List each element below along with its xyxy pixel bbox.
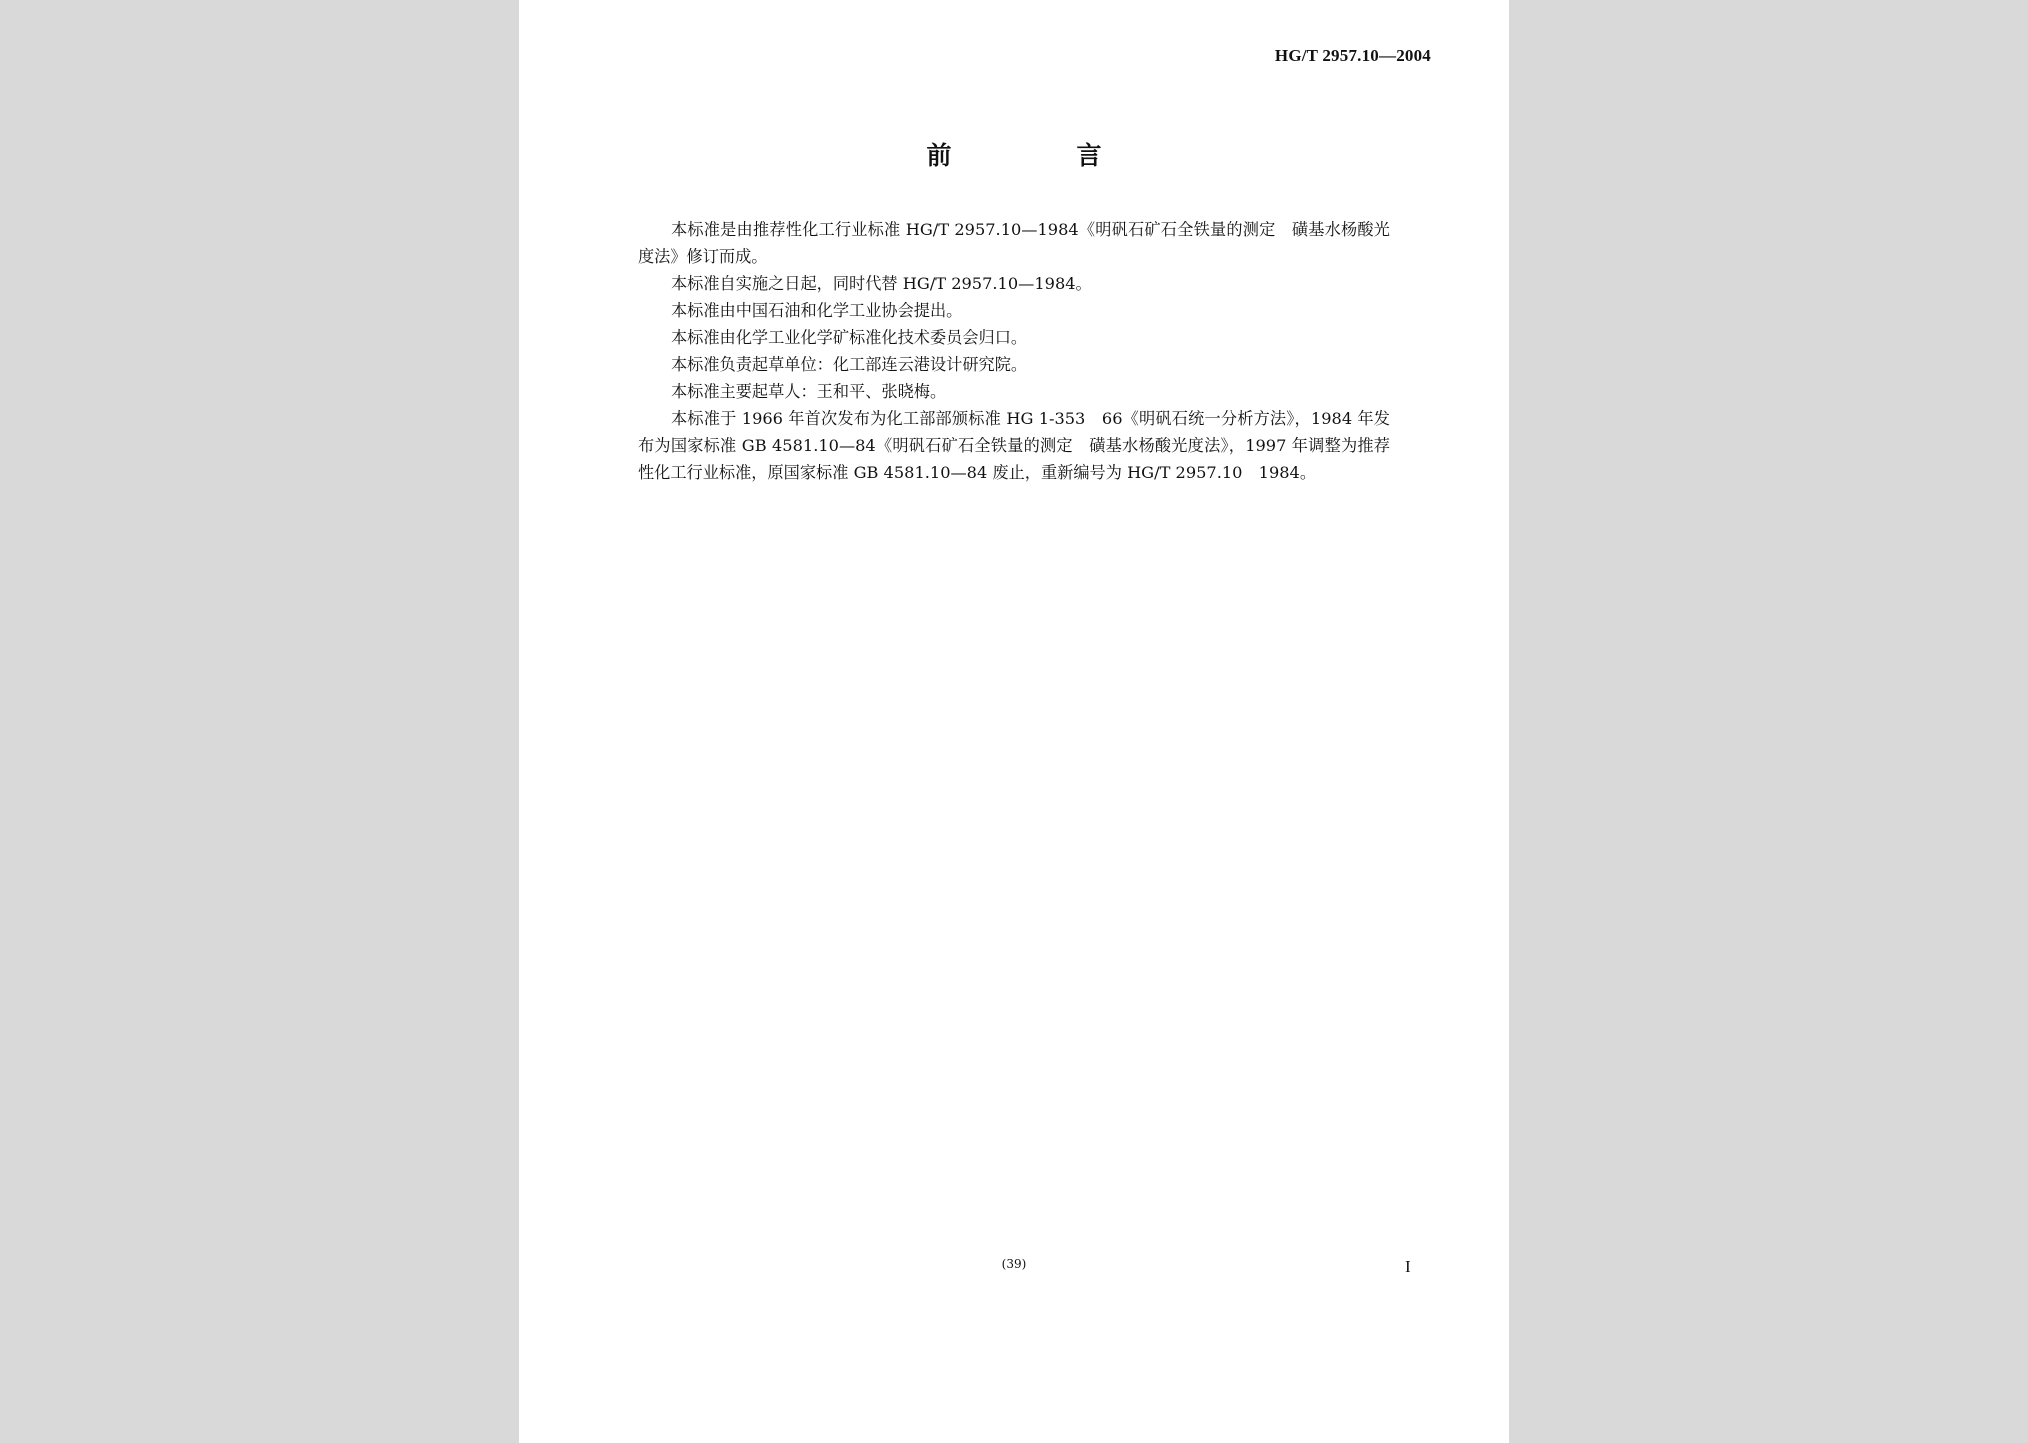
page-title: 前 言 xyxy=(926,141,1152,170)
page-number-center: (39) xyxy=(1001,1257,1027,1271)
paragraph-proposer: 本标准由中国石油和化学工业协会提出。 xyxy=(671,301,963,320)
paragraph-committee: 本标准由化学工业化学矿标准化技术委员会归口。 xyxy=(671,328,1028,347)
paragraph-drafting-unit: 本标准负责起草单位：化工部连云港设计研究院。 xyxy=(671,355,1028,374)
document-page xyxy=(519,0,1509,1443)
foreword-body xyxy=(638,216,1390,486)
paragraph-history: 本标准于 1966 年首次发布为化工部部颁标准 HG 1-353 66《明矾石统一分析方法》，1984 年发布为国家标准 GB 4581.10—84《明矾石矿石全铁量的测定 磺基水杨酸光度法》，1997 年调整为推荐性化工行业标准，原国家标准 GB 4581.10—84 废止，重新编号为 HG/T 2957.10 1984。 xyxy=(638,409,1390,482)
paragraph-revision-source: 本标准是由推荐性化工行业标准 HG/T 2957.10—1984《明矾石矿石全铁量的测定 磺基水杨酸光度法》修订而成。 xyxy=(638,220,1390,266)
page-number-roman: I xyxy=(1405,1257,1411,1276)
standard-number: HG/T 2957.10—2004 xyxy=(1274,46,1431,65)
paragraph-drafters: 本标准主要起草人：王和平、张晓梅。 xyxy=(671,382,947,401)
paragraph-replacement: 本标准自实施之日起，同时代替 HG/T 2957.10—1984。 xyxy=(671,274,1092,293)
